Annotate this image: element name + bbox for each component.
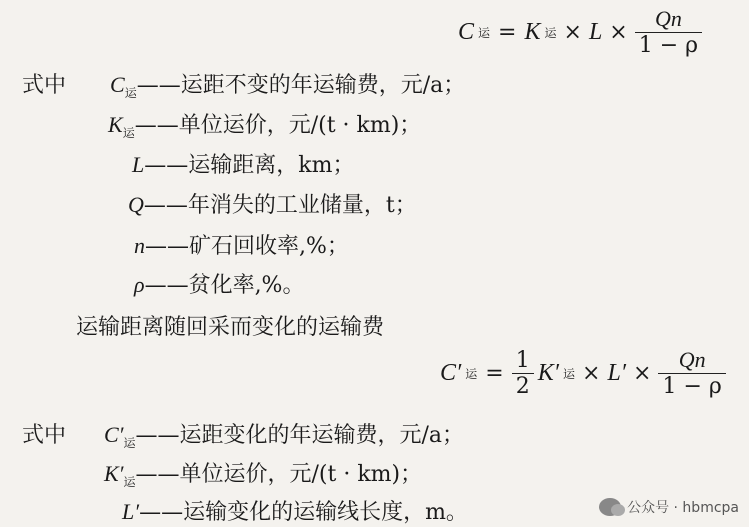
defs1-item [134,268,304,299]
equation-2 [440,347,726,399]
eq2-denominator: 1 − ρ [662,374,722,400]
defs2-item [122,495,468,526]
def-text: ——贫化率,%。 [144,273,305,298]
eq2-lhs: C′ [440,359,462,386]
defs1-intro: 式中 [22,73,67,98]
equation-1 [458,6,702,58]
paragraph-text: 运输距离随回采而变化的运输费 [76,315,385,340]
def-text: ——运距不变的年运输费，元/a； [136,73,466,98]
def-symbol: K′ [104,461,124,486]
defs2-item [104,418,464,451]
def-text: ——运输变化的运输线长度，m。 [139,500,468,525]
eq2-lhs-sub: 运 [465,366,478,381]
def-text: ——运距变化的年运输费，元/a； [135,423,465,448]
eq1-numerator: Qn [654,6,682,31]
eq2-half-denominator: 2 [515,373,530,399]
def-symbol: n [134,233,145,258]
eq2-half-fraction [512,348,534,399]
def-text: ——单位运价，元/(t · km)； [135,462,423,487]
eq2-equals: = [485,360,504,386]
def-symbol-sub: 运 [122,126,135,140]
eq1-lhs-sub: 运 [478,25,491,40]
def-text: ——矿石回收率,%； [145,234,349,259]
eq1-L: L [588,18,603,45]
eq2-numerator: Qn [678,347,706,372]
def-symbol: C′ [104,422,124,447]
def-symbol: L [132,152,145,177]
wechat-icon [599,498,621,516]
defs2-intro: 式中 [22,423,67,448]
watermark [599,497,739,517]
eq2-times-2: × [633,360,652,386]
def-symbol: Q [128,192,144,217]
def-symbol-sub: 运 [124,86,137,100]
def-symbol: K [108,112,123,137]
defs1-item [134,229,349,260]
eq2-L: L′ [607,359,627,386]
eq2-half-numerator: 1 [515,347,530,373]
def-symbol-sub: 运 [123,436,136,450]
watermark-text: 公众号 · hbmcpa [627,500,739,516]
defs1-item [132,148,354,179]
def-symbol: C [110,72,125,97]
eq1-equals: = [498,19,517,45]
eq2-k: K′ [537,359,559,386]
defs2-item [104,457,422,490]
eq1-fraction [635,6,702,58]
eq1-times-1: × [563,19,582,45]
defs1-item [128,188,417,219]
def-text: ——年消失的工业储量，t； [143,193,417,218]
defs1-item [110,68,465,101]
eq1-lhs: C [458,18,475,45]
def-symbol: ρ [134,272,145,297]
defs1-item [108,108,421,141]
eq1-k-sub: 运 [544,25,557,40]
eq1-times-2: × [609,19,628,45]
def-symbol-sub: 运 [123,475,136,489]
eq2-times-1: × [582,360,601,386]
eq1-k: K [524,18,541,45]
eq1-denominator: 1 − ρ [638,33,699,59]
def-text: ——单位运价，元/(t · km)； [134,113,422,138]
eq2-fraction [658,347,725,399]
eq2-k-sub: 运 [562,366,575,381]
def-text: ——运输距离，km； [144,153,355,178]
def-symbol: L′ [122,499,140,524]
